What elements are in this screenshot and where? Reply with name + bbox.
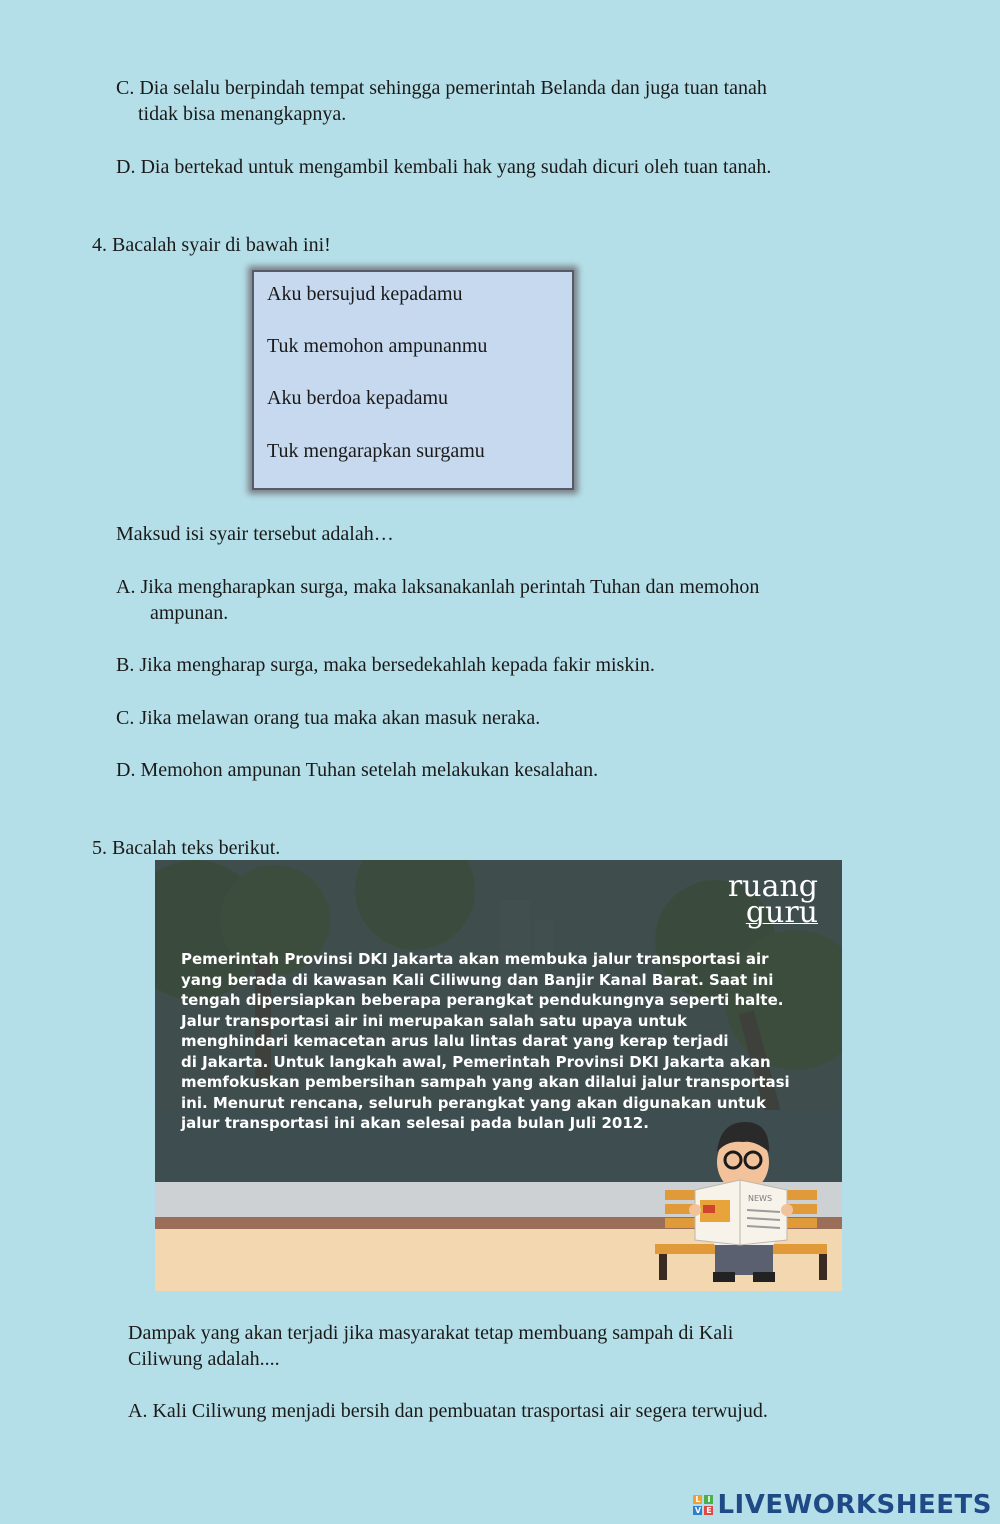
ruangguru-logo — [727, 869, 818, 930]
liveworksheets-mark-icon — [693, 1495, 713, 1515]
q5-question: Dampak yang akan terjadi jika masyarakat tetap membuang sampah di Kali — [128, 1322, 734, 1344]
news-text — [181, 949, 831, 1134]
poem-line: Tuk mengarapkan surgamu — [267, 440, 485, 462]
q4-option-b[interactable]: B. Jika mengharap surga, maka bersedekahlah kepada fakir miskin. — [116, 654, 655, 676]
logo-mark-letter: I — [704, 1495, 713, 1504]
news-text-line: yang berada di kawasan Kali Ciliwung dan Banjir Kanal Barat. Saat ini — [181, 970, 774, 989]
q4-prompt: 4. Bacalah syair di bawah ini! — [92, 234, 331, 256]
newspaper-label: NEWS — [748, 1194, 773, 1203]
poem-box — [252, 270, 574, 490]
poem-line: Aku bersujud kepadamu — [267, 283, 463, 305]
q5-option-a[interactable]: A. Kali Ciliwung menjadi bersih dan pembuatan trasportasi air segera terwujud. — [128, 1400, 768, 1422]
q3-option-c-continuation: tidak bisa menangkapnya. — [138, 103, 347, 125]
news-text-line: menghindari kemacetan arus lalu lintas darat yang kerap terjadi — [181, 1032, 729, 1050]
news-illustration — [155, 860, 842, 1291]
q4-option-d[interactable]: D. Memohon ampunan Tuhan setelah melakukan kesalahan. — [116, 759, 599, 781]
liveworksheets-logo[interactable] — [693, 1490, 992, 1520]
poem-line: Aku berdoa kepadamu — [267, 387, 449, 409]
logo-mark-letter: E — [706, 1506, 712, 1515]
q4-option-a[interactable]: A. Jika mengharapkan surga, maka laksanakanlah perintah Tuhan dan memohon — [116, 576, 760, 598]
logo-mark-letter: V — [694, 1506, 702, 1515]
poem-line: Tuk memohon ampunanmu — [267, 335, 488, 357]
q4-question: Maksud isi syair tersebut adalah… — [116, 523, 394, 545]
news-text-line: ini. Menurut rencana, seluruh perangkat yang akan digunakan untuk — [181, 1093, 766, 1112]
brand-line: guru — [745, 895, 818, 930]
liveworksheets-logo-text: LIVEWORKSHEETS — [717, 1490, 992, 1520]
news-text-line: jalur transportasi ini akan selesai pada bulan Juli 2012. — [181, 1114, 649, 1132]
logo-mark-letter: L — [695, 1495, 701, 1504]
q5-prompt: 5. Bacalah teks berikut. — [92, 837, 281, 859]
q4-option-c[interactable]: C. Jika melawan orang tua maka akan masuk neraka. — [116, 707, 541, 729]
news-text-line: tengah dipersiapkan beberapa perangkat pendukungnya seperti halte. — [181, 991, 784, 1009]
news-text-line: Pemerintah Provinsi DKI Jakarta akan membuka jalur transportasi air — [181, 950, 769, 968]
news-text-line: Jalur transportasi air ini merupakan salah satu upaya untuk — [181, 1011, 687, 1030]
brand-line: ruang — [727, 869, 818, 904]
news-text-line: memfokuskan pembersihan sampah yang akan dilalui jalur transportasi — [181, 1073, 790, 1091]
q4-option-a-continuation[interactable]: ampunan. — [150, 602, 229, 624]
news-text-line: di Jakarta. Untuk langkah awal, Pemerintah Provinsi DKI Jakarta akan — [181, 1052, 771, 1071]
q3-option-c: C. Dia selalu berpindah tempat sehingga pemerintah Belanda dan juga tuan tanah — [116, 77, 767, 99]
q3-option-d: D. Dia bertekad untuk mengambil kembali hak yang sudah dicuri oleh tuan tanah. — [116, 156, 772, 178]
q5-question-continuation: Ciliwung adalah.... — [128, 1348, 280, 1370]
